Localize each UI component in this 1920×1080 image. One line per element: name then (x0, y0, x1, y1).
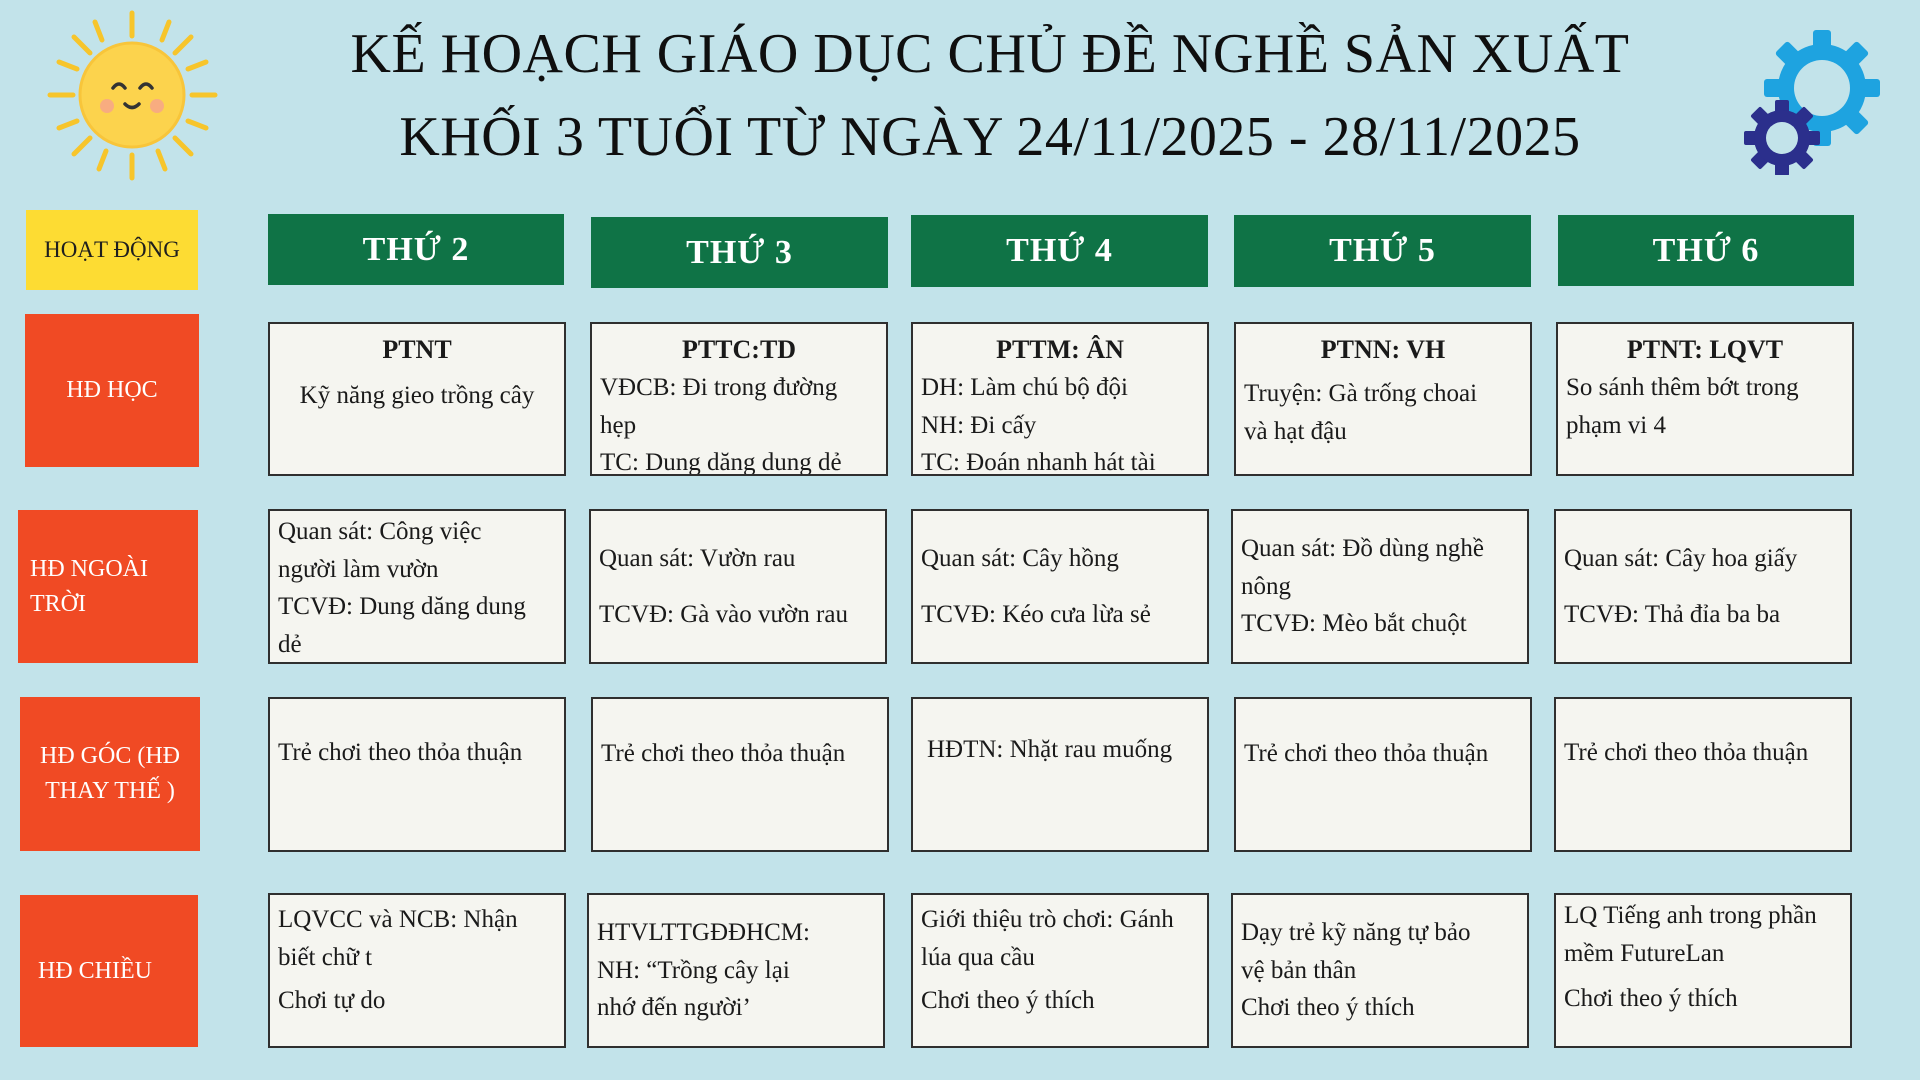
cell-heading: PTTC:TD (681, 335, 797, 364)
cell-line: Truyện: Gà trống choai (1244, 380, 1478, 407)
cell-line: Trẻ chơi theo thỏa thuận (1564, 739, 1809, 766)
cell-line: Chơi theo ý thích (921, 987, 1095, 1014)
cell-line: và hạt đậu (1244, 417, 1347, 445)
sun-icon (45, 8, 220, 183)
cell-line: Chơi theo ý thích (1564, 985, 1738, 1012)
cell-ngoai-troi-mon (268, 509, 566, 664)
cell-line: VĐCB: Đi trong đường (600, 374, 838, 401)
cell-line: TCVĐ: Dung dăng dung (278, 593, 526, 620)
cell-goc-mon (268, 697, 566, 852)
cell-line: Trẻ chơi theo thỏa thuận (1244, 740, 1489, 767)
cell-line: LQ Tiếng anh trong phần (1564, 902, 1817, 929)
cell-line: người làm vườn (278, 555, 439, 583)
cell-ngoai-troi-wed (911, 509, 1209, 664)
row-label-hd-hoc: HĐ HỌC (25, 314, 199, 467)
cell-line: DH: Làm chú bộ đội (921, 374, 1128, 401)
cell-chieu-wed (911, 893, 1209, 1048)
cell-line: TCVĐ: Mèo bắt chuột (1241, 610, 1467, 638)
gears-icon (1740, 30, 1880, 175)
cell-heading: PTNN: VH (1320, 335, 1446, 364)
cell-goc-fri (1554, 697, 1852, 852)
cell-hoc-wed (911, 322, 1209, 476)
cell-line: HTVLTTGĐĐHCM: (597, 919, 810, 947)
day-header-tue: THỨ 3 (591, 217, 888, 288)
cell-ngoai-troi-fri (1554, 509, 1852, 664)
cell-ngoai-troi-thu (1231, 509, 1529, 664)
cell-goc-wed (911, 697, 1209, 852)
cell-line: nhớ đến người’ (597, 994, 751, 1022)
cell-line: hẹp (600, 411, 637, 439)
cell-line: TCVĐ: Kéo cưa lừa sẻ (921, 600, 1151, 628)
cell-line: TC: Dung dăng dung dẻ (600, 449, 842, 476)
cell-line: TCVĐ: Thả đỉa ba ba (1564, 600, 1781, 628)
cell-hoc-thu (1234, 322, 1532, 476)
cell-line: NH: “Trồng cây lại (597, 956, 790, 984)
cell-goc-thu (1234, 697, 1532, 852)
cell-line: dẻ (278, 630, 302, 658)
cell-line: biết chữ t (278, 943, 373, 971)
cell-heading: PTNT (382, 335, 452, 364)
cell-line: Dạy trẻ kỹ năng tự bảo (1241, 919, 1471, 947)
page-subtitle: KHỐI 3 TUỔI TỪ NGÀY 24/11/2025 - 28/11/2025 (399, 106, 1581, 168)
cell-line: NH: Đi cấy (921, 411, 1037, 439)
cell-line: phạm vi 4 (1566, 411, 1666, 439)
cell-line: Quan sát: Đồ dùng nghề (1241, 535, 1485, 563)
cell-line: So sánh thêm bớt trong (1566, 374, 1799, 401)
cell-line: TC: Đoán nhanh hát tài (921, 449, 1156, 476)
cell-line: Quan sát: Cây hồng (921, 545, 1119, 572)
cell-line: Kỹ năng gieo trồng cây (299, 382, 535, 409)
cell-chieu-tue (587, 893, 885, 1048)
cell-heading: PTTM: ÂN (996, 335, 1124, 364)
cell-line: Chơi theo ý thích (1241, 994, 1415, 1022)
cell-heading: PTNT: LQVT (1626, 335, 1784, 364)
cell-line: Chơi tự do (278, 987, 386, 1014)
cell-chieu-thu (1231, 893, 1529, 1048)
cell-line: Quan sát: Cây hoa giấy (1564, 545, 1798, 572)
row-label-hd-chieu: HĐ CHIỀU (20, 895, 198, 1047)
cell-line: mềm FutureLan (1564, 939, 1725, 967)
day-header-wed: THỨ 4 (911, 215, 1208, 287)
cell-line: LQVCC và NCB: Nhận (278, 906, 518, 933)
cell-chieu-mon (268, 893, 566, 1048)
cell-line: HĐTN: Nhặt rau muống (927, 736, 1173, 763)
page-title: KẾ HOẠCH GIÁO DỤC CHỦ ĐỀ NGHỀ SẢN XUẤT (350, 23, 1630, 85)
cell-ngoai-troi-tue (589, 509, 887, 664)
cell-hoc-tue (590, 322, 888, 476)
cell-line: Quan sát: Vườn rau (599, 545, 796, 572)
day-header-mon: THỨ 2 (268, 214, 564, 285)
cell-line: Giới thiệu trò chơi: Gánh (921, 906, 1174, 933)
row-label-hd-ngoai-troi: HĐ NGOÀI TRỜI (18, 510, 198, 663)
cell-line: TCVĐ: Gà vào vườn rau (599, 600, 848, 628)
cell-line: lúa qua cầu (921, 943, 1035, 971)
cell-line: Trẻ chơi theo thỏa thuận (601, 740, 846, 767)
cell-hoc-fri (1556, 322, 1854, 476)
cell-goc-tue (591, 697, 889, 852)
cell-hoc-mon (268, 322, 566, 476)
activity-header: HOẠT ĐỘNG (26, 210, 198, 290)
day-header-thu: THỨ 5 (1234, 215, 1531, 287)
row-label-hd-goc: HĐ GÓC (HĐ THAY THẾ ) (20, 697, 200, 851)
cell-line: vệ bản thân (1241, 956, 1357, 984)
cell-line: nông (1241, 572, 1291, 600)
cell-chieu-fri (1554, 893, 1852, 1048)
cell-line: Trẻ chơi theo thỏa thuận (278, 739, 523, 766)
day-header-fri: THỨ 6 (1558, 215, 1854, 286)
cell-line: Quan sát: Công việc (278, 518, 482, 545)
